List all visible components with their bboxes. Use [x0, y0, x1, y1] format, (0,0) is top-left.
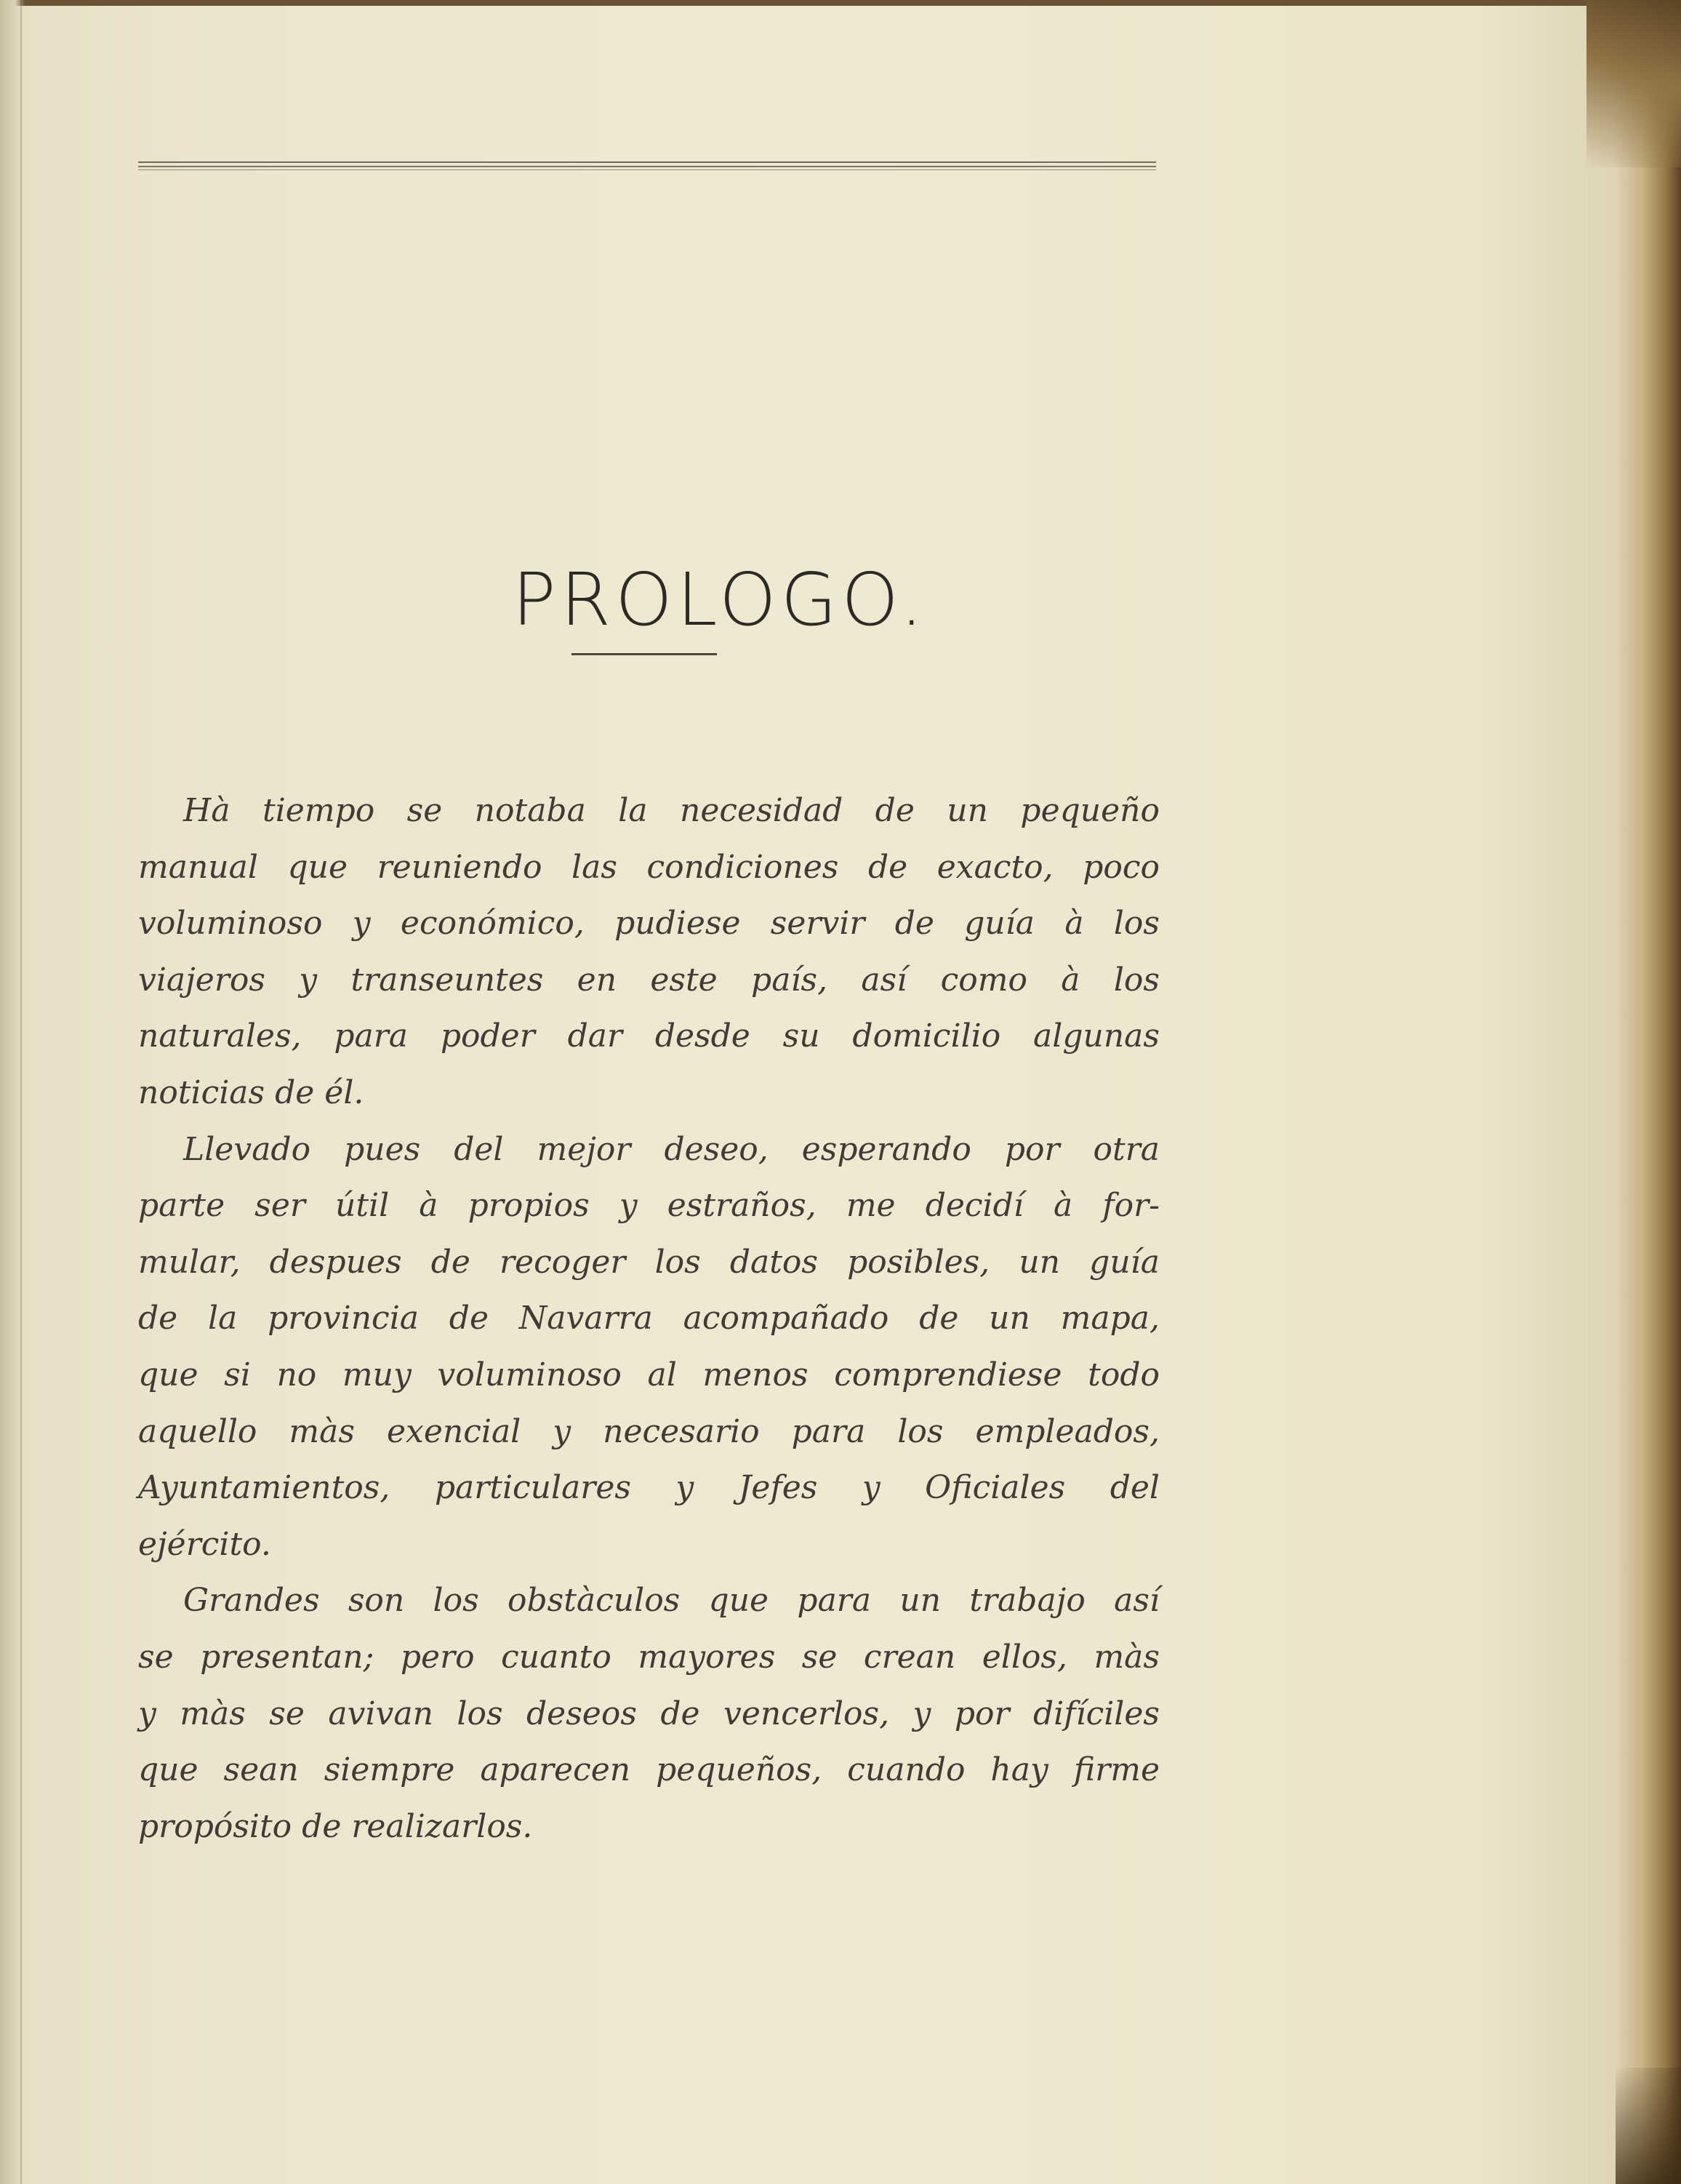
- worn-corner-bottom-right: [1616, 2068, 1681, 2184]
- text-line: se presentan; pero cuanto mayores se crean ellos, màs: [138, 1638, 1160, 1676]
- paragraph-1: [138, 783, 1160, 1121]
- text-line: y màs se avivan los deseos de vencerlos, y por difíciles: [138, 1695, 1160, 1732]
- page-top-edge: [0, 0, 1681, 6]
- text-line: naturales, para poder dar desde su domicilio algunas: [138, 1017, 1160, 1055]
- text-line: Llevado pues del mejor deseo, esperando por otra: [183, 1130, 1160, 1168]
- page-right-edge: [1616, 0, 1681, 2184]
- paragraph-3: [138, 1572, 1160, 1855]
- text-line: que si no muy voluminoso al menos comprendiese todo: [138, 1356, 1160, 1393]
- text-line: noticias de él.: [138, 1073, 364, 1111]
- text-line: mular, despues de recoger los datos posibles, un guía: [138, 1243, 1160, 1281]
- text-line: Hà tiempo se notaba la necesidad de un pequeño: [183, 792, 1160, 829]
- spine-line: [20, 0, 22, 2184]
- text-line: ejército.: [138, 1525, 271, 1563]
- page-title: PROLOGO.: [512, 557, 928, 642]
- text-line: aquello màs exencial y necesario para los empleados,: [138, 1412, 1160, 1450]
- text-line: parte ser útil à propios y estraños, me decidí à for-: [138, 1187, 1160, 1225]
- title-underline: [571, 653, 717, 655]
- text-line: manual que reuniendo las condiciones de exacto, poco: [138, 848, 1160, 886]
- text-line: que sean siempre aparecen pequeños, cuando hay firme: [138, 1751, 1160, 1789]
- prologue-body: [138, 783, 1160, 1855]
- worn-corner-top-right: [1586, 0, 1681, 167]
- text-line: propósito de realizarlos.: [138, 1807, 533, 1845]
- text-line: viajeros y transeuntes en este país, así como à los: [138, 961, 1160, 999]
- text-line: Grandes son los obstàculos que para un trabajo así: [183, 1582, 1160, 1620]
- text-line: de la provincia de Navarra acompañado de un mapa,: [138, 1300, 1160, 1337]
- text-line: voluminoso y económico, pudiese servir de guía à los: [138, 905, 1160, 943]
- header-rule: [138, 161, 1156, 172]
- text-line: Ayuntamientos, particulares y Jefes y Oficiales del: [138, 1469, 1160, 1507]
- paragraph-2: [138, 1121, 1160, 1573]
